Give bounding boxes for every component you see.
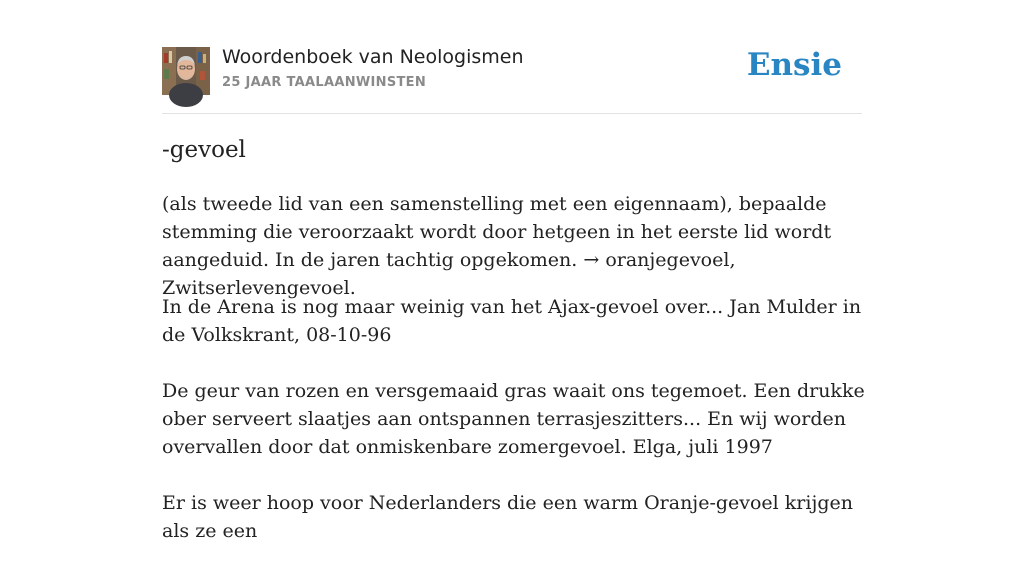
ensie-logo-link[interactable]: Ensie xyxy=(746,47,842,83)
quote-item: In de Arena is nog maar weinig van het Ajax-gevoel over... Jan Mulder in de Volkskrant, 08-10-96 xyxy=(162,296,862,346)
avatar-portrait-icon xyxy=(162,47,210,95)
header xyxy=(162,0,862,114)
page-container xyxy=(162,0,865,542)
author-name[interactable]: Woordenboek van Neologismen xyxy=(222,46,524,68)
entry-definition: (als tweede lid van een samenstelling met een eigennaam), bepaalde stemming die veroorzaakt wordt door hetgeen in het eerste lid wordt aangeduid. In de jaren tachtig opgekomen. → oranjegevoel, Zwitserlevengevoel. xyxy=(162,193,832,299)
entry-quotes xyxy=(162,293,866,573)
author-avatar[interactable] xyxy=(162,47,210,95)
author-subtitle: 25 JAAR TAALAANWINSTEN xyxy=(222,75,427,90)
entry-term: -gevoel xyxy=(162,137,246,163)
quote-item: De geur van rozen en versgemaaid gras waait ons tegemoet. Een drukke ober serveert slaatjes aan ontspannen terrasjeszitters... En wij worden overvallen door dat onmiskenbare zomergevoel. Elga, juli 1997 xyxy=(162,380,865,458)
quote-item: Er is weer hoop voor Nederlanders die een warm Oranje-gevoel krijgen als ze een xyxy=(162,492,854,542)
